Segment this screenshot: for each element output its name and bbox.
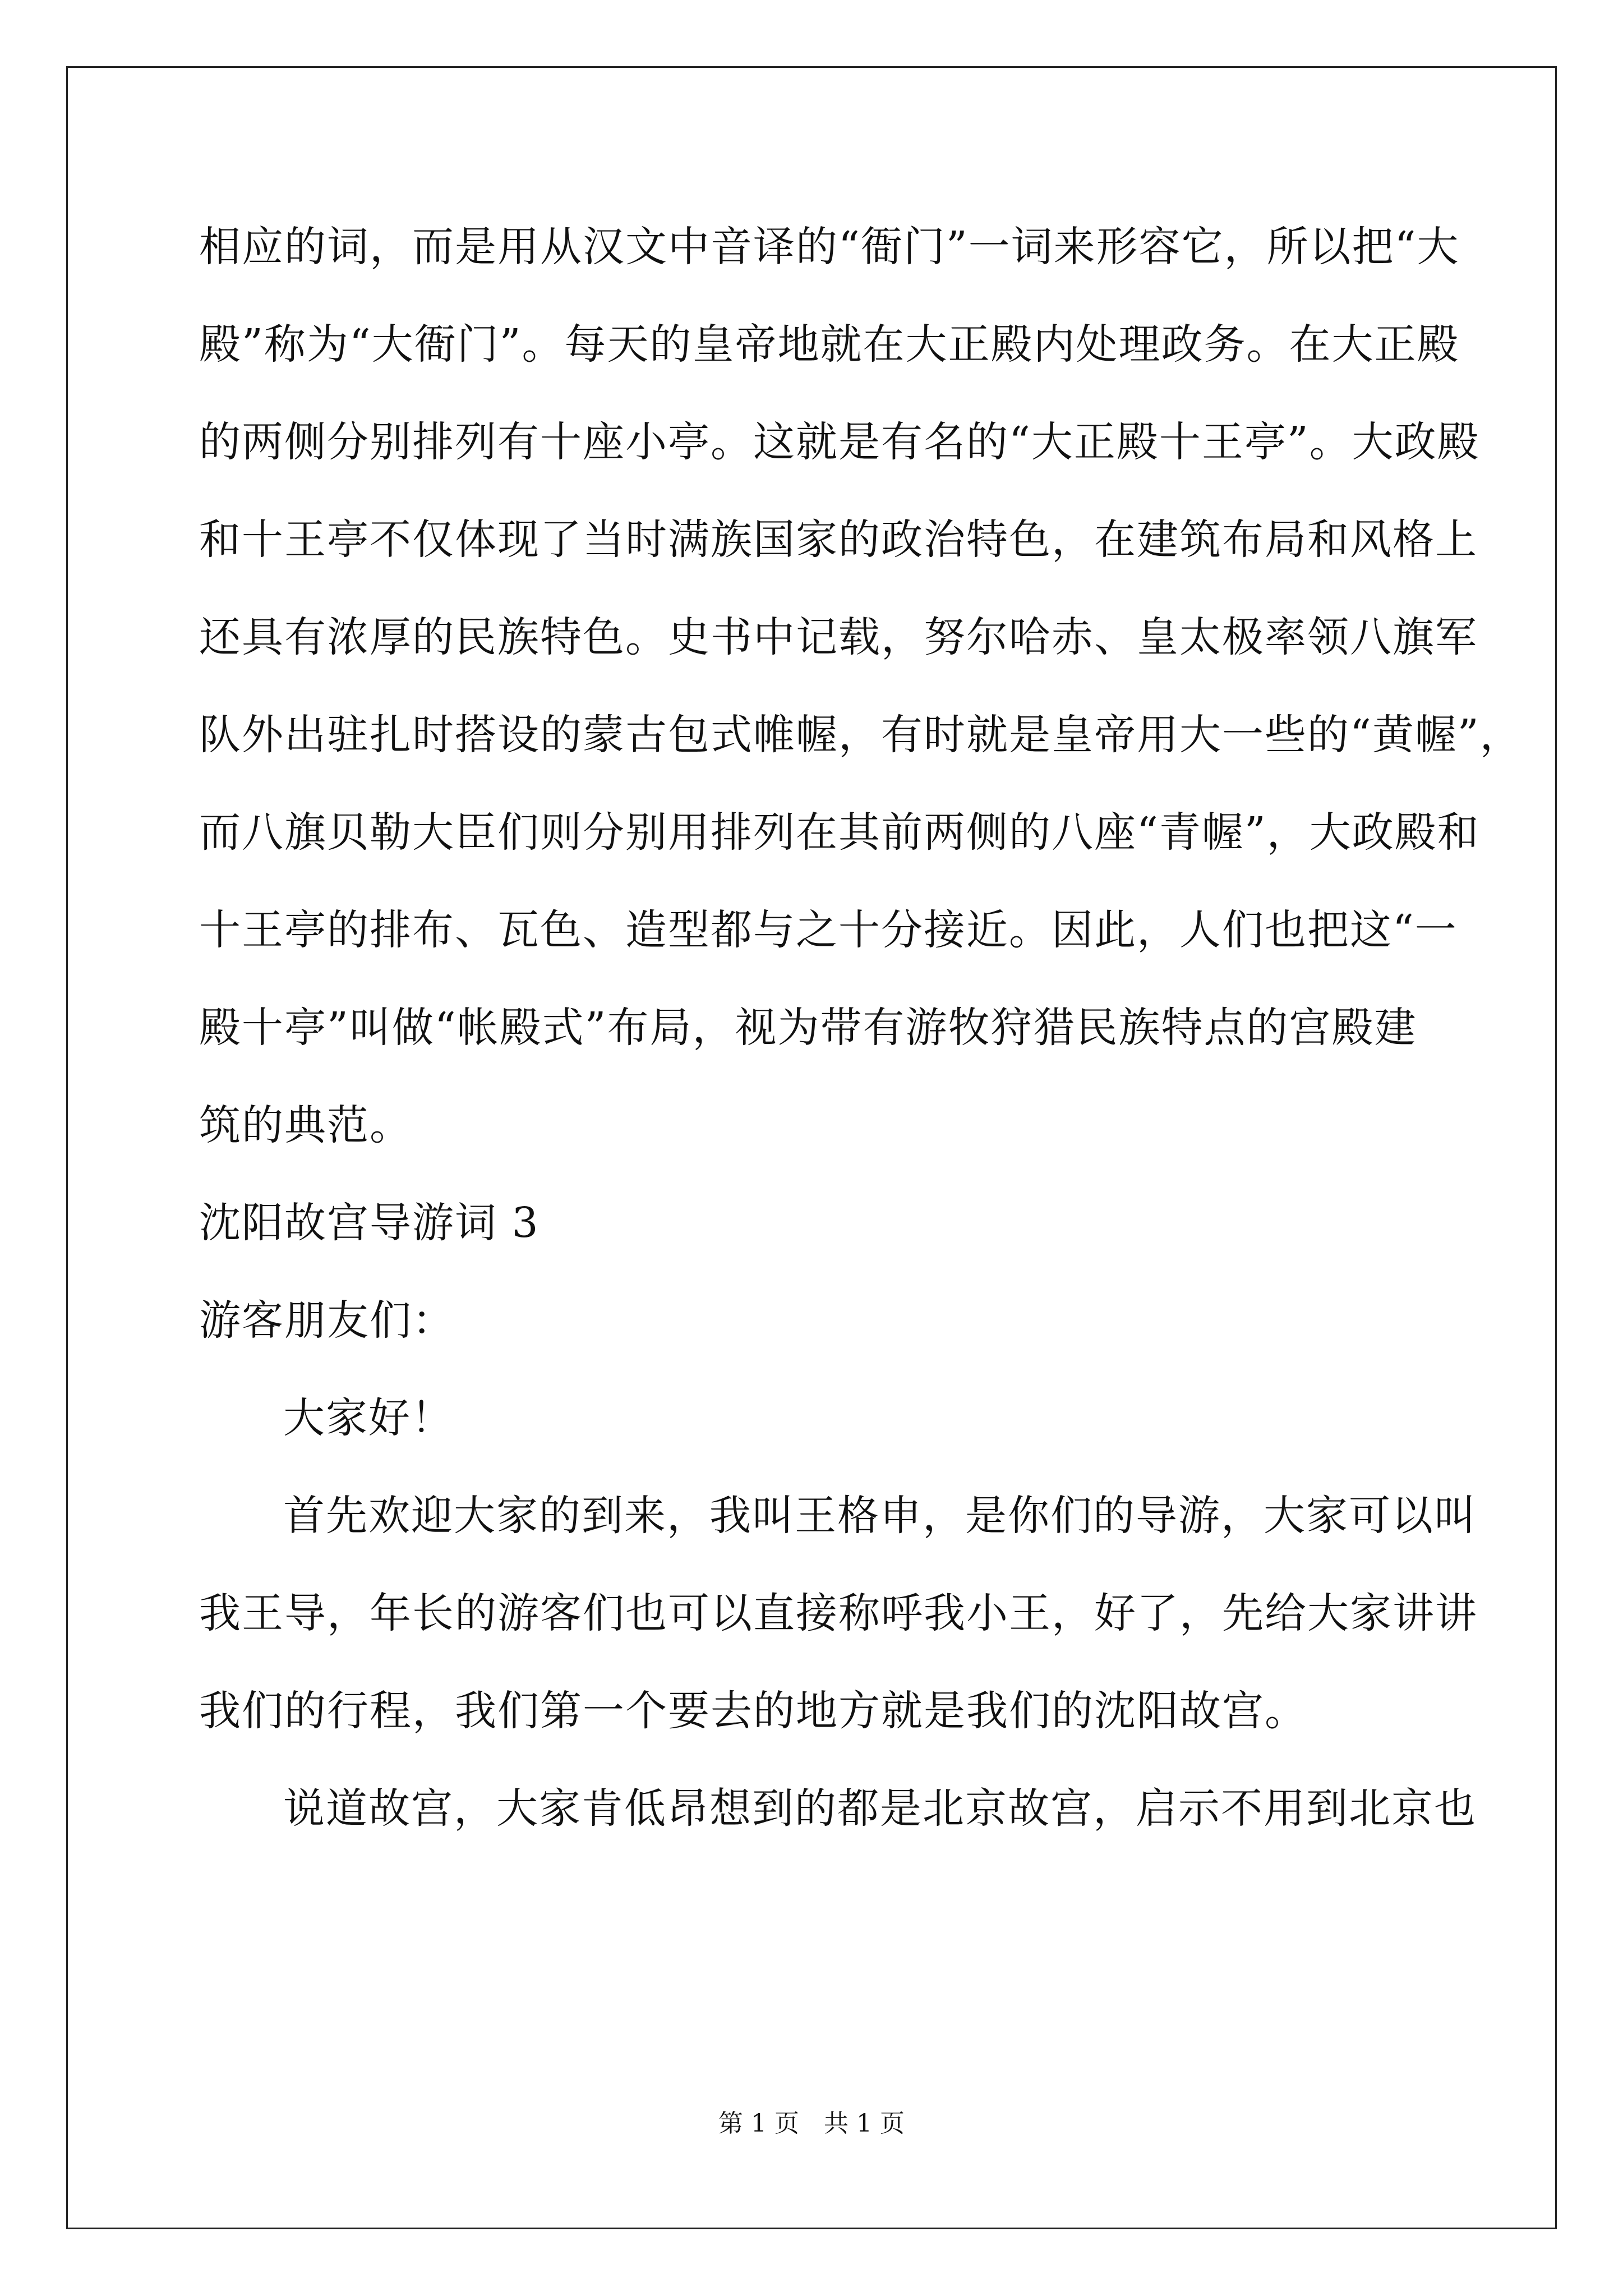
paragraph-line: 的两侧分别排列有十座小亭。这就是有名的“大正殿十王亭”。大政殿 [199,418,1480,466]
paragraph-line: 殿”称为“大衙门”。每天的皇帝地就在大正殿内处理政务。在大正殿 [199,320,1460,369]
paragraph-line: 首先欢迎大家的到来，我叫王格申，是你们的导游，大家可以叫 [283,1492,1477,1540]
page-number: 第 1 页 共 1 页 [718,2109,905,2138]
paragraph-line: 而八旗贝勒大臣们则分别用排列在其前两侧的八座“青幄”，大政殿和 [199,808,1480,857]
greeting: 大家好！ [283,1394,454,1442]
paragraph-line: 还具有浓厚的民族特色。史书中记载，努尔哈赤、皇太极率领八旗军 [199,613,1478,661]
paragraph-line: 十王亭的排布、瓦色、造型都与之十分接近。因此，人们也把这“一 [199,906,1458,954]
paragraph-line: 说道故宫，大家肯低昂想到的都是北京故宫，启示不用到北京也 [283,1784,1477,1833]
paragraph-line: 殿十亭”叫做“帐殿式”布局，视为带有游牧狩猎民族特点的宫殿建 [199,1004,1417,1052]
paragraph-line: 相应的词，而是用从汉文中音译的“衙门”一词来形容它，所以把“大 [199,223,1460,271]
paragraph-line: 我王导，年长的游客们也可以直接称呼我小王，好了，先给大家讲讲 [199,1589,1478,1637]
paragraph-line: 和十王亭不仅体现了当时满族国家的政治特色，在建筑布局和风格上 [199,516,1478,564]
paragraph-line: 队外出驻扎时搭设的蒙古包式帷幄，有时就是皇帝用大一些的“黄幄”， [199,711,1523,759]
paragraph-line: 筑的典范。 [199,1101,412,1149]
paragraph-line: 我们的行程，我们第一个要去的地方就是我们的沈阳故宫。 [199,1687,1307,1735]
salutation: 游客朋友们： [199,1296,455,1345]
section-heading: 沈阳故宫导游词 3 [199,1199,540,1247]
